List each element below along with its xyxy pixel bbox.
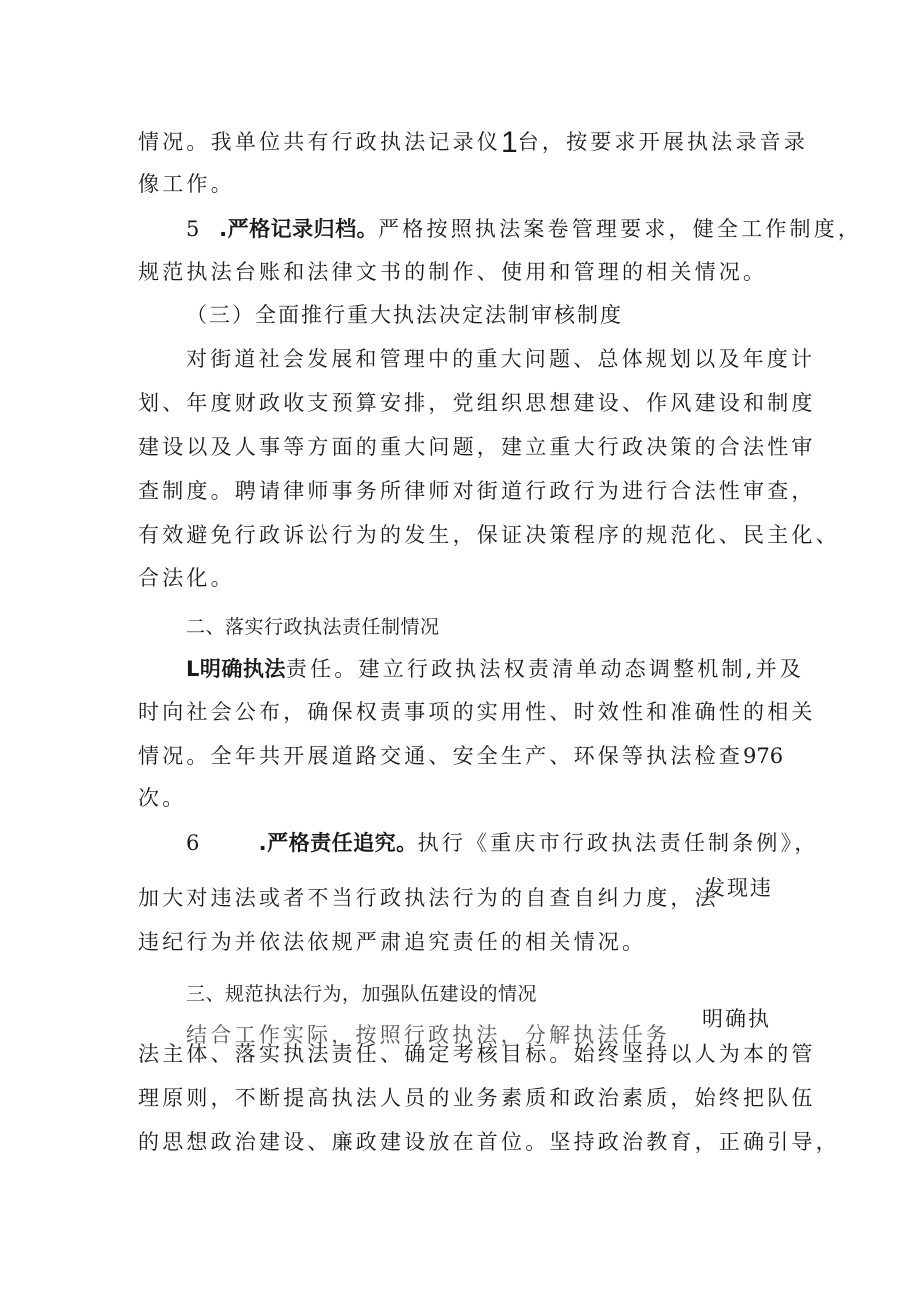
section-heading: 三、规范执法行为，加强队伍建设的情况 — [186, 983, 538, 1005]
clipped-text-line: 结合工作实际，按照行政执法，分解执法任务 — [186, 1023, 670, 1047]
device-count: 1 — [501, 126, 518, 159]
paragraph-line: 像工作。 — [138, 172, 235, 196]
inspection-count: 976 — [743, 744, 784, 768]
paragraph-line: 规范执法台账和法律文书的制作、使用和管理的相关情况。 — [138, 260, 768, 284]
text-segment: 责任。建立行政执法权责清单动态调整机制,并及 — [285, 657, 804, 681]
item-title: .严格责任追究。 — [258, 831, 418, 855]
item-title: .严格记录归档。 — [219, 217, 379, 241]
misaligned-text-fragment: 明确执 — [702, 1007, 771, 1031]
text-segment: 情况。全年共开展道路交通、安全生产、环保等执法检查 — [138, 744, 743, 768]
item-number: 6 — [186, 831, 200, 855]
text-segment: 台，按要求开展执法录音录 — [517, 130, 809, 154]
item-number: 5 — [186, 217, 200, 241]
text-segment: 执行《重庆市行政执法责任制条例》， — [417, 831, 819, 855]
paragraph-line: 理原则，不断提高执法人员的业务素质和政治素质，始终把队伍 — [138, 1086, 816, 1110]
paragraph-line — [138, 128, 808, 157]
paragraph-line: 合法化。 — [138, 566, 235, 590]
paragraph-line — [138, 742, 783, 770]
paragraph-line: 时向社会公布，确保权责事项的实用性、时效性和准确性的相关 — [138, 700, 816, 724]
text-segment: 严格按照执法案卷管理要求，健全工作制度， — [378, 217, 863, 241]
paragraph-line: 有效避免行政诉讼行为的发生，保证决策程序的规范化、民主化、 — [138, 523, 840, 547]
section-heading: 二、落实行政执法责任制情况 — [186, 616, 440, 638]
paragraph-line: 法主体、落实执法责任、确定考核目标。始终坚持以人为本的管 — [138, 1042, 816, 1066]
paragraph-line: 次。 — [138, 786, 187, 810]
text-segment: 情况。我单位共有行政执法记录仪 — [138, 130, 501, 154]
paragraph-line: 加大对违法或者不当行政执法行为的自查自纠力度，法 — [138, 886, 719, 910]
paragraph-line — [186, 655, 804, 683]
item-title: L明确执法 — [186, 657, 286, 681]
paragraph-line: 对街道社会发展和管理中的重大问题、总体规划以及年度计 — [186, 347, 816, 371]
paragraph-line — [186, 215, 862, 243]
subsection-heading: （三）全面推行重大执法决定法制审核制度 — [186, 303, 623, 327]
paragraph-line: 查制度。聘请律师事务所律师对街道行政行为进行合法性审查， — [138, 479, 816, 503]
misaligned-text-fragment: 发现违 — [704, 876, 773, 900]
paragraph-line — [186, 829, 819, 857]
paragraph-line: 违纪行为并依法依规严肃追究责任的相关情况。 — [138, 930, 647, 954]
paragraph-line: 划、年度财政收支预算安排，党组织思想建设、作风建设和制度 — [138, 391, 816, 415]
paragraph-line: 的思想政治建设、廉政建设放在首位。坚持政治教育，正确引导， — [138, 1130, 840, 1154]
paragraph-line: 建设以及人事等方面的重大问题，建立重大行政决策的合法性审 — [138, 435, 816, 459]
